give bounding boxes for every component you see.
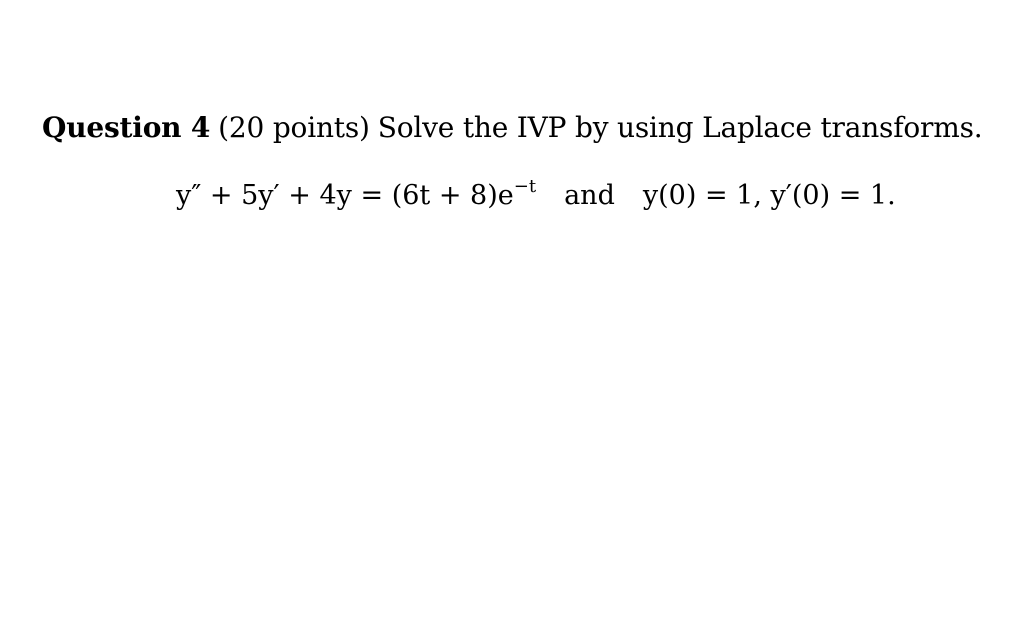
question-label: Question 4 <box>42 111 211 144</box>
question-header <box>42 110 982 146</box>
initial-conditions: y(0) = 1, y′(0) = 1. <box>642 180 896 211</box>
question-instruction: Solve the IVP by using Laplace transforms. <box>377 111 983 144</box>
ode-lhs: y″ + 5y′ + 4y = (6t + 8)e <box>176 180 514 211</box>
question-points: (20 points) <box>218 111 370 144</box>
equation-line <box>176 178 896 214</box>
ode-exponent: −t <box>513 176 537 197</box>
connector-word: and <box>564 180 615 211</box>
ode-expression <box>176 176 537 211</box>
